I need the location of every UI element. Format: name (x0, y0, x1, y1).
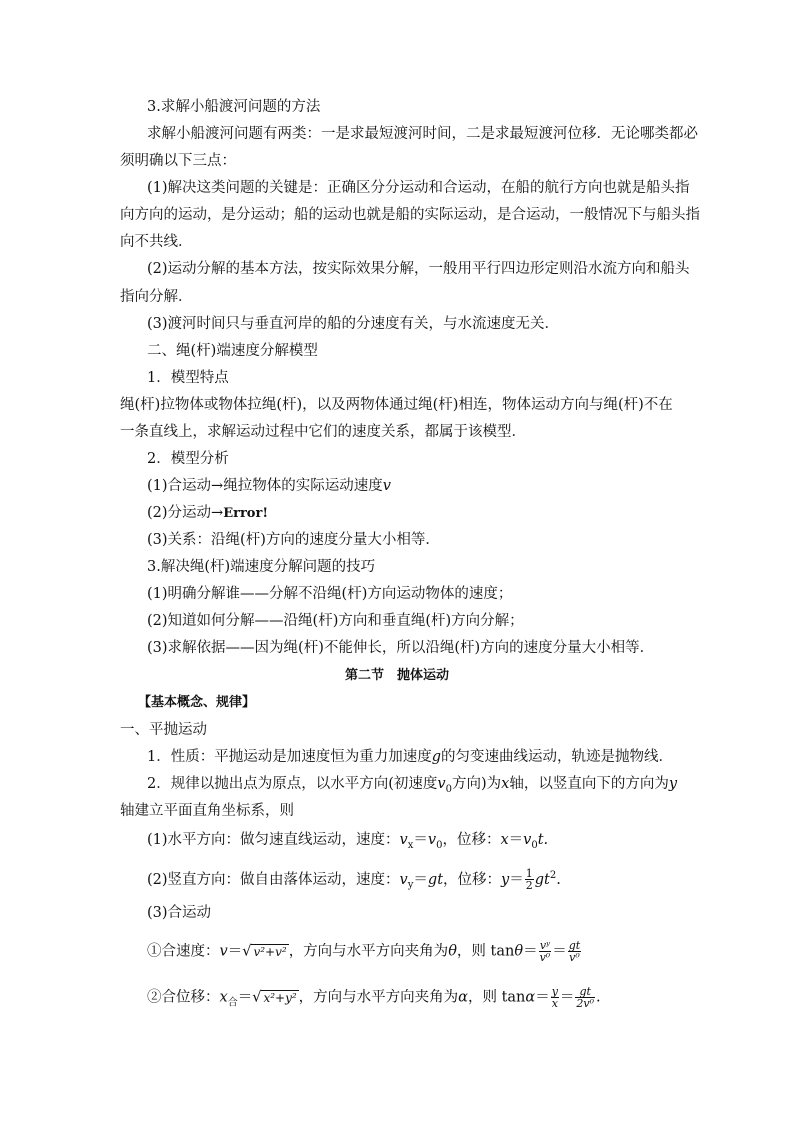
numerator: vʸ (539, 939, 550, 952)
symbol: ＝ (237, 989, 253, 1006)
paragraph-line: (1)明确分解谁——分解不沿绳(杆)方向运动物体的速度； (147, 586, 513, 602)
numerator: gt (575, 986, 595, 998)
subscript: x (407, 839, 414, 851)
denominator: 2 (525, 879, 533, 893)
symbol: gt (427, 871, 444, 888)
heading-river-crossing-method: 3.求解小船渡河问题的方法 (147, 99, 321, 115)
symbol: gt (534, 871, 550, 888)
symbol: ＝ (523, 943, 538, 960)
symbol: θ (514, 943, 524, 960)
symbol: x (219, 989, 228, 1006)
heading-model-features: 1．模型特点 (147, 370, 229, 386)
fraction (568, 940, 581, 963)
symbol: ＝ (552, 943, 567, 960)
symbol: ＝ (535, 989, 550, 1006)
symbol: ＝ (559, 989, 575, 1006)
paragraph-line: 指向分解． (120, 289, 193, 305)
symbol: t. (537, 832, 549, 848)
denominator: x (551, 997, 558, 1010)
symbol: α (525, 989, 536, 1006)
paragraph-line: (1)解决这类问题的关键是：正确区分分运动和合运动，在船的航行方向也就是船头指 (147, 180, 690, 196)
symbol-x: x (501, 776, 510, 792)
formula-line-displacement: ②合位移：$x_合=√$ x²+y² ，方向与水平方向夹角为α，则 tanα＝ $\frac{y}{x}$ ＝ $\frac{gt}{\text{2v⁰}}$ . (147, 985, 601, 1010)
paragraph-line: (2)知道如何分解——沿绳(杆)方向和垂直绳(杆)方向分解； (147, 613, 524, 629)
symbol: v (219, 943, 228, 960)
error-text: Error! (223, 506, 269, 521)
text: 方向)为 (451, 776, 502, 792)
symbol: v (427, 832, 437, 848)
symbol: v (523, 832, 532, 848)
denominator: 2v⁰ (576, 997, 595, 1010)
text: ，则 tan (467, 989, 526, 1006)
symbol: ＝ (508, 832, 524, 848)
symbol: ＝ (509, 871, 524, 888)
numerator: 1 (525, 867, 533, 881)
symbol: α (458, 989, 468, 1006)
heading-rope-model: 二、绳(杆)端速度分解模型 (147, 343, 318, 359)
paragraph-line: (3)合运动 (147, 905, 212, 921)
paragraph-line (147, 747, 673, 767)
text: ，方向与水平方向夹角为 (288, 943, 449, 960)
symbol: x (500, 832, 509, 848)
paragraph-line: 一条直线上，求解运动过程中它们的速度关系，都属于该模型． (120, 424, 526, 440)
paragraph-line: (3)渡河时间只与垂直河岸的船的分速度有关，与水流速度无关． (147, 316, 560, 332)
radicand: v²+v² (253, 944, 287, 959)
formula-line-vertical (147, 866, 561, 896)
symbol-g: g (431, 749, 442, 765)
text: ，位移： (442, 832, 501, 848)
text: 轴，以竖直向下的方向为 (509, 776, 669, 792)
symbol: . (596, 989, 601, 1006)
paragraph-line (147, 503, 268, 524)
subscript: 合 (227, 997, 238, 1009)
symbol: . (556, 871, 561, 888)
symbol: ＝ (413, 832, 428, 848)
paragraph-line (147, 476, 391, 496)
paragraph-line: 须明确以下三点： (120, 153, 236, 169)
paragraph-line: 轴建立平面直角坐标系，则 (120, 803, 294, 819)
text: 1．性质：平抛运动是加速度恒为重力加速度 (147, 749, 432, 765)
text: ①合速度： (147, 943, 220, 960)
paragraph-line: 求解小船渡河问题有两类：一是求最短渡河时间，二是求最短渡河位移．无论哪类都必 (147, 126, 698, 142)
text: ，则 tan (456, 943, 515, 960)
section-title: 第二节 抛体运动 (344, 668, 449, 683)
heading-techniques: 3.解决绳(杆)端速度分解问题的技巧 (147, 559, 376, 575)
symbol: v (399, 832, 408, 848)
symbol-v: v (382, 478, 391, 494)
subscript: 0 (436, 839, 443, 851)
paragraph-line: (3)求解依据——因为绳(杆)不能伸长，所以沿绳(杆)方向的速度分量大小相等． (147, 640, 655, 656)
text: (2)分运动→ (147, 505, 224, 521)
paragraph-line: (3)关系：沿绳(杆)方向的速度分量大小相等． (147, 532, 440, 548)
numerator: gt (568, 939, 581, 952)
symbol-v: v (437, 776, 446, 792)
subscript: 0 (531, 839, 538, 851)
symbol: θ (448, 943, 457, 960)
subsection-title: 【基本概念、规律】 (138, 695, 256, 710)
denominator: v⁰ (539, 951, 551, 964)
text: ，位移： (443, 871, 502, 888)
heading-projectile: 一、平抛运动 (120, 722, 207, 738)
symbol: y (501, 871, 510, 888)
formula-line-horizontal (147, 830, 548, 856)
fraction (525, 868, 534, 891)
text: ②合位移： (147, 989, 220, 1006)
paragraph-line: 向不共线． (120, 234, 193, 250)
paragraph-line: (2)运动分解的基本方法，按实际效果分解，一般用平行四边形定则沿水流方向和船头 (147, 261, 690, 277)
text: 2．规律以抛出点为原点，以水平方向(初速度 (147, 776, 438, 792)
text: ，方向与水平方向夹角为 (298, 989, 459, 1006)
paragraph-line (147, 774, 677, 800)
numerator: y (551, 985, 558, 998)
denominator: v⁰ (569, 951, 580, 964)
symbol-y: y (668, 776, 678, 792)
text: (1)水平方向：做匀速直线运动，速度： (147, 832, 400, 848)
heading-model-analysis: 2．模型分析 (147, 451, 229, 467)
subscript: y (407, 879, 414, 891)
symbol: v (399, 871, 408, 888)
radicand: x²+y² (263, 990, 297, 1005)
symbol: ＝ (227, 943, 243, 960)
subscript: 0 (445, 783, 452, 795)
text: 的匀变速曲线运动，轨迹是抛物线． (441, 749, 674, 765)
formula-line-velocity: ①合速度：v＝√ v²+v² ，方向与水平方向夹角为θ，则 tanθ＝ $\frac{\text{vʸ}}{\text{v⁰}}$ ＝ $\frac{gt}{\text{v⁰}}$ (147, 939, 581, 964)
text: (1)合运动→绳拉物体的实际运动速度 (147, 478, 383, 494)
paragraph-line: 向方向的运动，是分运动；船的运动也就是船的实际运动，是合运动，一般情况下与船头指 (120, 207, 700, 223)
text: (2)竖直方向：做自由落体运动，速度： (147, 871, 400, 888)
symbol: ＝ (413, 871, 428, 888)
superscript: 2 (549, 870, 557, 881)
fraction (551, 986, 559, 1009)
fraction (575, 986, 595, 1009)
fraction (539, 940, 552, 963)
paragraph-line: 绳(杆)拉物体或物体拉绳(杆)，以及两物体通过绳(杆)相连，物体运动方向与绳(杆)不在 (120, 397, 673, 413)
